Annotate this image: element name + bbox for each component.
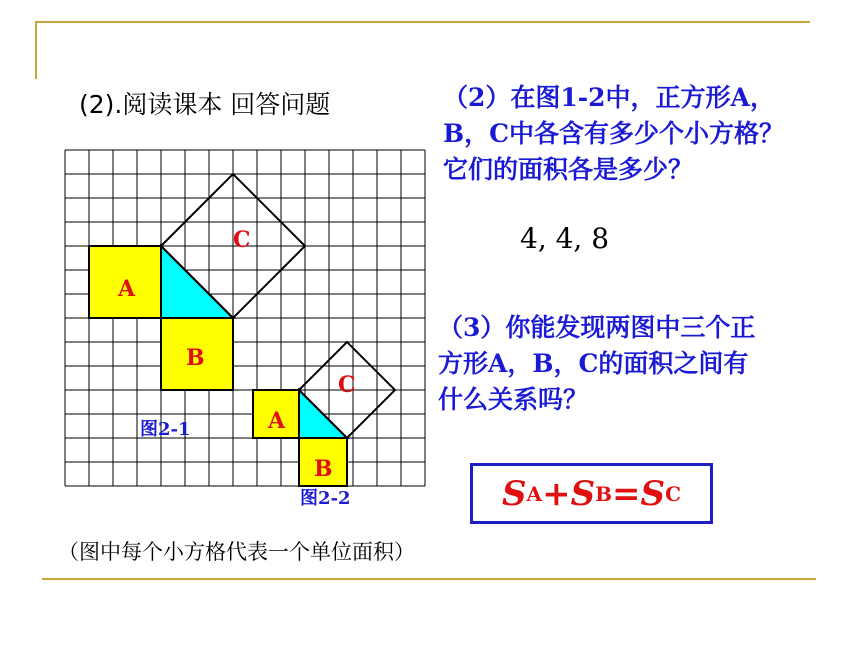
fig2-label-b: B [314,456,333,482]
fig2-label-c: C [338,372,356,398]
formula-sb-sub: B [595,481,613,506]
fig2-label-a: A [268,408,286,434]
formula-sa: S [501,473,527,514]
question-2-line: （2）在图1-2中，正方形A， [443,83,775,112]
formula-equals: = [612,473,641,514]
question-2-line: B，C中各含有多少个小方格？ [443,119,785,148]
question-2-line: 它们的面积各是多少？ [443,155,694,184]
fig1-label-c: C [233,227,251,253]
fig1-label-a: A [118,276,136,302]
fig1-caption: 图2-1 [140,419,191,440]
unit-note: （图中每个小方格代表一个单位面积） [58,540,415,564]
fig1-label-b: B [186,345,205,371]
formula-sc: S [640,473,666,514]
answer-text: 4, 4, 8 [520,222,610,255]
question-3-line: （3）你能发现两图中三个正 [438,313,756,342]
formula-plus: + [542,473,571,514]
question-3 [438,310,755,418]
formula-sa-sub: A [526,481,543,506]
page-heading: (2).阅读课本 回答问题 [79,90,331,119]
formula-sb: S [570,473,596,514]
formula-sc-sub: C [665,481,682,506]
formula-box [470,463,713,524]
question-2 [443,80,784,188]
question-3-line: 方形A，B，C的面积之间有 [438,349,749,378]
question-3-line: 什么关系吗？ [438,385,589,414]
fig2-caption: 图2-2 [300,488,351,509]
